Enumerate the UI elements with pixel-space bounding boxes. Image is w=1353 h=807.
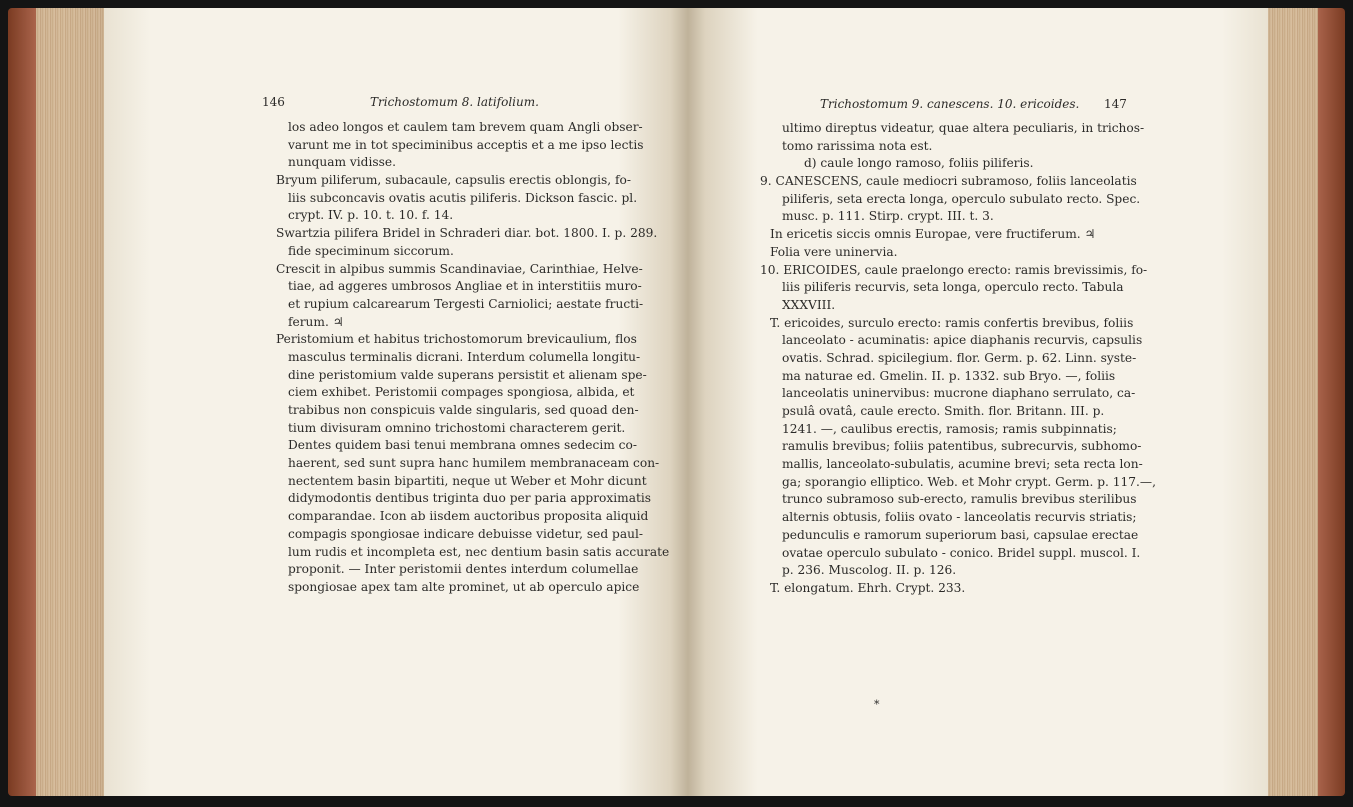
text-line: psulâ ovatâ, caule erecto. Smith. flor. Britann. III. p. [782,404,1105,418]
text-line: los adeo longos et caulem tam brevem quam Angli obser- [288,120,643,134]
text-line: ferum. ♃ [288,314,344,329]
text-line: Peristomium et habitus trichostomorum brevicaulium, flos [276,332,637,347]
text-line: proponit. — Inter peristomii dentes interdum columellae [288,562,639,577]
text-line: ovatae operculo subulato - conico. Bridel suppl. muscol. I. [782,545,1141,560]
text-line: et rupium calcarearum Tergesti Carniolici; aestate fructi- [288,296,644,311]
text-line: d) caule longo ramoso, foliis piliferis. [804,156,1034,171]
running-title: Trichostomum 8. latifolium. [370,95,539,109]
text-line: Swartzia pilifera Bridel in Schraderi diar. bot. 1800. I. p. 289. [276,226,658,241]
text-line: liis subconcavis ovatis acutis piliferis. Dickson fascic. pl. [288,190,638,205]
text-line: nunquam vidisse. [288,155,396,170]
running-title: Trichostomum 9. canescens. 10. ericoides. [820,97,1080,111]
text-line: mallis, lanceolato-subulatis, acumine brevi; seta recta lon- [782,457,1143,472]
text-line: 9. CANESCENS, caule mediocri subramoso, foliis lanceolatis [760,174,1137,189]
text-line: trunco subramoso sub-erecto, ramulis brevibus sterilibus [782,492,1137,507]
text-line: ma naturae ed. Gmelin. II. p. 1332. sub Bryo. —, foliis [782,368,1116,383]
page-number: 147 [1104,97,1127,111]
text-line: dine peristomium valde superans persistit et alienam spe- [288,367,647,382]
text-line: varunt me in tot speciminibus acceptis et a me ipso lectis [288,137,644,152]
open-book [8,8,1345,796]
text-line: tomo rarissima nota est. [782,138,933,153]
text-line: pedunculis e ramorum superiorum basi, capsulae erectae [782,527,1139,542]
text-line: didymodontis dentibus triginta duo per paria approximatis [288,491,652,506]
text-line: ovatis. Schrad. spicilegium. flor. Germ. p. 62. Linn. syste- [782,350,1137,365]
text-line: 10. ERICOIDES, caule praelongo erecto: ramis brevissimis, fo- [760,262,1148,277]
text-line: Folia vere uninervia. [770,244,898,259]
text-line: piliferis, seta erecta longa, operculo subulato recto. Spec. [782,191,1141,206]
right-page-body [760,120,1220,598]
text-line: nectentem basin bipartiti, neque ut Weber et Mohr dicunt [288,473,647,488]
right-page [688,8,1268,796]
text-line: fide speciminum siccorum. [288,243,454,258]
left-page-body [266,119,686,597]
text-line: lanceolatis uninervibus: mucrone diaphano serrulato, ca- [782,386,1136,401]
text-line: masculus terminalis dicrani. Interdum columella longitu- [288,349,641,364]
text-line: 1241. —, caulibus erectis, ramosis; ramis subpinnatis; [782,421,1117,436]
page-number: 146 [262,95,285,109]
text-line: In ericetis siccis omnis Europae, vere fructiferum. ♃ [770,227,1096,242]
text-line: tium divisuram omnino trichostomi characterem gerit. [288,420,626,435]
text-line: p. 236. Muscolog. II. p. 126. [782,563,957,578]
text-line: Dentes quidem basi tenui membrana omnes sedecim co- [288,438,637,453]
text-line: trabibus non conspicuis valde singularis, sed quoad den- [288,403,639,417]
right-page-edges [1268,8,1318,796]
text-line: tiae, ad aggeres umbrosos Angliae et in interstitiis muro- [288,279,642,294]
text-line: ga; sporangio elliptico. Web. et Mohr crypt. Germ. p. 117.—, [782,474,1156,489]
text-line: T. ericoides, surculo erecto: ramis confertis brevibus, foliis [770,315,1134,330]
left-page-edges [36,8,104,796]
text-line: crypt. IV. p. 10. t. 10. f. 14. [288,208,454,223]
left-page [104,8,688,796]
text-line: Crescit in alpibus summis Scandinaviae, Carinthiae, Helve- [276,261,643,276]
text-line: T. elongatum. Ehrh. Crypt. 233. [770,580,966,595]
text-line: Bryum piliferum, subacaule, capsulis erectis oblongis, fo- [276,173,631,188]
footer-mark: * [874,698,880,711]
text-line: lum rudis et incompleta est, nec dentium basin satis accurate [288,544,670,559]
text-line: comparandae. Icon ab iisdem auctoribus proposita aliquid [288,509,649,524]
text-line: musc. p. 111. Stirp. crypt. III. t. 3. [782,209,994,224]
text-line: ciem exhibet. Peristomii compages spongiosa, albida, et [288,385,635,400]
text-line: liis piliferis recurvis, seta longa, operculo recto. Tabula [782,280,1124,295]
text-line: compagis spongiosae indicare debuisse videtur, sed paul- [288,526,643,541]
text-line: XXXVIII. [782,297,836,312]
text-line: ramulis brevibus; foliis patentibus, subrecurvis, subhomo- [782,439,1142,454]
text-line: spongiosae apex tam alte prominet, ut ab operculo apice [288,579,640,594]
text-line: ultimo direptus videatur, quae altera peculiaris, in trichos- [782,121,1145,135]
text-line: haerent, sed sunt supra hanc humilem membranaceam con- [288,456,660,471]
text-line: lanceolato - acuminatis: apice diaphanis recurvis, capsulis [782,333,1143,348]
text-line: alternis obtusis, foliis ovato - lanceolatis recurvis striatis; [782,510,1137,525]
